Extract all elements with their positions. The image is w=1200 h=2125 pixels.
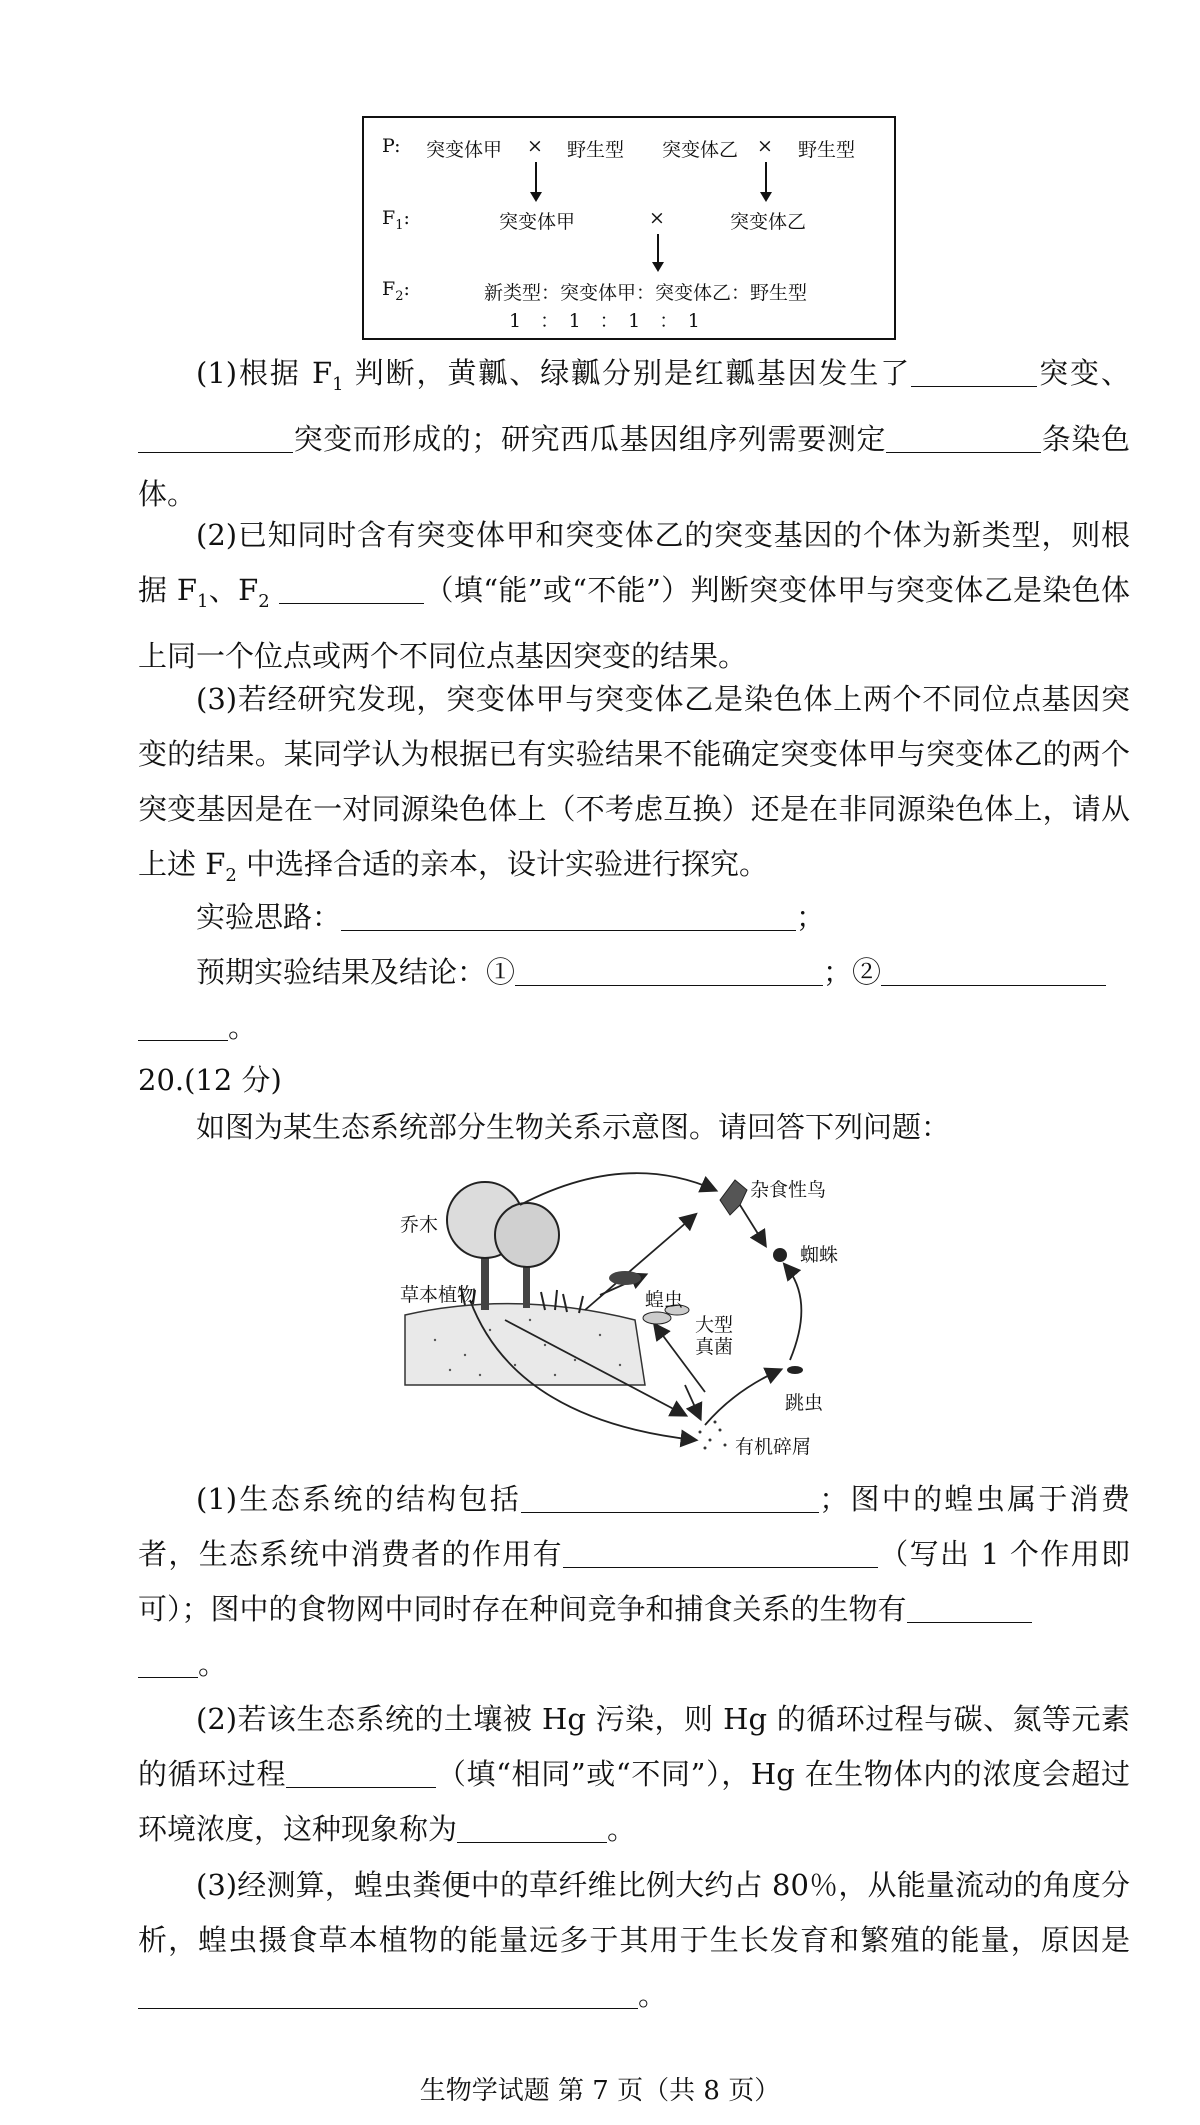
p-mutant-a: 突变体甲 xyxy=(426,139,503,161)
answer-blank[interactable] xyxy=(563,1537,878,1568)
cross-diagram xyxy=(362,116,896,340)
arrow-down-icon xyxy=(535,162,537,200)
label-large-fungi-2: 真菌 xyxy=(695,1336,734,1358)
label-organic-detritus: 有机碎屑 xyxy=(735,1436,812,1458)
p-wild-type-1: 野生型 xyxy=(567,139,625,161)
q19-part1: (1)根据 $F_1$ 判断，黄瓤、绿瓤分别是红瓤基因发生了 突变、突变而形成的；研究西瓜基因组序列需要测定 条染色体。 xyxy=(138,356,1130,511)
cross-symbol: × xyxy=(527,135,543,157)
q20-part2: (2)若该生态系统的土壤被 Hg 污染，则 Hg 的循环过程与碳、氮等元素的循环过程 （填“相同”或“不同”），Hg 在生物体内的浓度会超过环境浓度，这种现象称为 。 xyxy=(138,1702,1130,1846)
answer-blank[interactable] xyxy=(515,955,823,986)
page-footer: 生物学试题 第 7 页（共 8 页） xyxy=(419,2076,781,2106)
cross-symbol: × xyxy=(649,207,665,229)
answer-blank[interactable] xyxy=(138,422,293,453)
label-omnivorous-bird: 杂食性鸟 xyxy=(750,1179,827,1201)
answer-blank[interactable] xyxy=(881,955,1106,986)
label-locust: 蝗虫 xyxy=(645,1289,684,1311)
q19-experiment-idea: 实验思路： ； xyxy=(196,900,826,934)
answer-blank[interactable] xyxy=(138,1647,198,1678)
q20-intro: 如图为某生态系统部分生物关系示意图。请回答下列问题： xyxy=(196,1110,951,1144)
f1-mutant-b: 突变体乙 xyxy=(730,211,807,233)
answer-blank[interactable] xyxy=(138,1978,638,2009)
p-mutant-b: 突变体乙 xyxy=(662,139,739,161)
q19-part2: (2)已知同时含有突变体甲和突变体乙的突变基因的个体为新类型，则根据 $F_1$、$F_2$ （填“能”或“不能”）判断突变体甲与突变体乙是染色体上同一个位点或两个不同位点基因突变的结果。 xyxy=(138,518,1131,673)
label-springtail: 跳虫 xyxy=(785,1392,824,1414)
ecosystem-illustration xyxy=(395,1160,855,1465)
arrow-down-icon xyxy=(765,162,767,200)
q20-part3: (3)经测算，蝗虫粪便中的草纤维比例大约占 80％，从能量流动的角度分析，蝗虫摄食草本植物的能量远多于其用于生长发育和繁殖的能量，原因是。 xyxy=(138,1868,1130,2012)
answer-blank[interactable] xyxy=(279,573,424,604)
answer-blank[interactable] xyxy=(907,1592,1032,1623)
answer-blank[interactable] xyxy=(521,1482,819,1513)
f1-mutant-a: 突变体甲 xyxy=(499,211,576,233)
q20-heading: 20.(12 分) xyxy=(138,1063,282,1097)
p-wild-type-2: 野生型 xyxy=(798,139,856,161)
label-spider: 蜘蛛 xyxy=(800,1244,839,1266)
label-large-fungi-1: 大型 xyxy=(695,1314,734,1336)
f1-generation-label: $F_1$: xyxy=(382,207,410,233)
p-generation-label: P: xyxy=(382,135,401,157)
f2-phenotypes: 新类型：突变体甲：突变体乙：野生型 xyxy=(484,282,808,304)
answer-blank[interactable] xyxy=(911,356,1037,387)
q19-part3: (3)若经研究发现，突变体甲与突变体乙是染色体上两个不同位点基因突变的结果。某同学认为根据已有实验结果不能确定突变体甲与突变体乙的两个突变基因是在一对同源染色体上（不考虑互换）还是在非同源染色体上，请从上述 $F_2$ 中选择合适的亲本，设计实验进行探究。 xyxy=(138,682,1130,886)
ecosystem-figure xyxy=(395,1160,855,1465)
answer-blank[interactable] xyxy=(457,1812,607,1843)
answer-blank[interactable] xyxy=(286,1757,436,1788)
f2-generation-label: $F_2$: xyxy=(382,278,410,304)
q19-expected-results: 预期实验结果及结论：① ；② 。 xyxy=(138,945,1130,1055)
f2-ratio: 1 ： 1 ： 1 ： 1 xyxy=(509,310,700,332)
q20-part1: (1)生态系统的结构包括 ；图中的蝗虫属于消费者，生态系统中消费者的作用有 （写出 1 个作用即可）；图中的食物网中同时存在种间竞争和捕食关系的生物有 。 xyxy=(138,1482,1130,1681)
arrow-down-icon xyxy=(657,234,659,270)
answer-blank[interactable] xyxy=(886,422,1041,453)
label-trees: 乔木 xyxy=(400,1214,439,1236)
answer-blank[interactable] xyxy=(138,1010,228,1041)
answer-blank[interactable] xyxy=(341,900,796,931)
label-herbaceous-plants: 草本植物 xyxy=(400,1284,477,1306)
cross-symbol: × xyxy=(757,135,773,157)
